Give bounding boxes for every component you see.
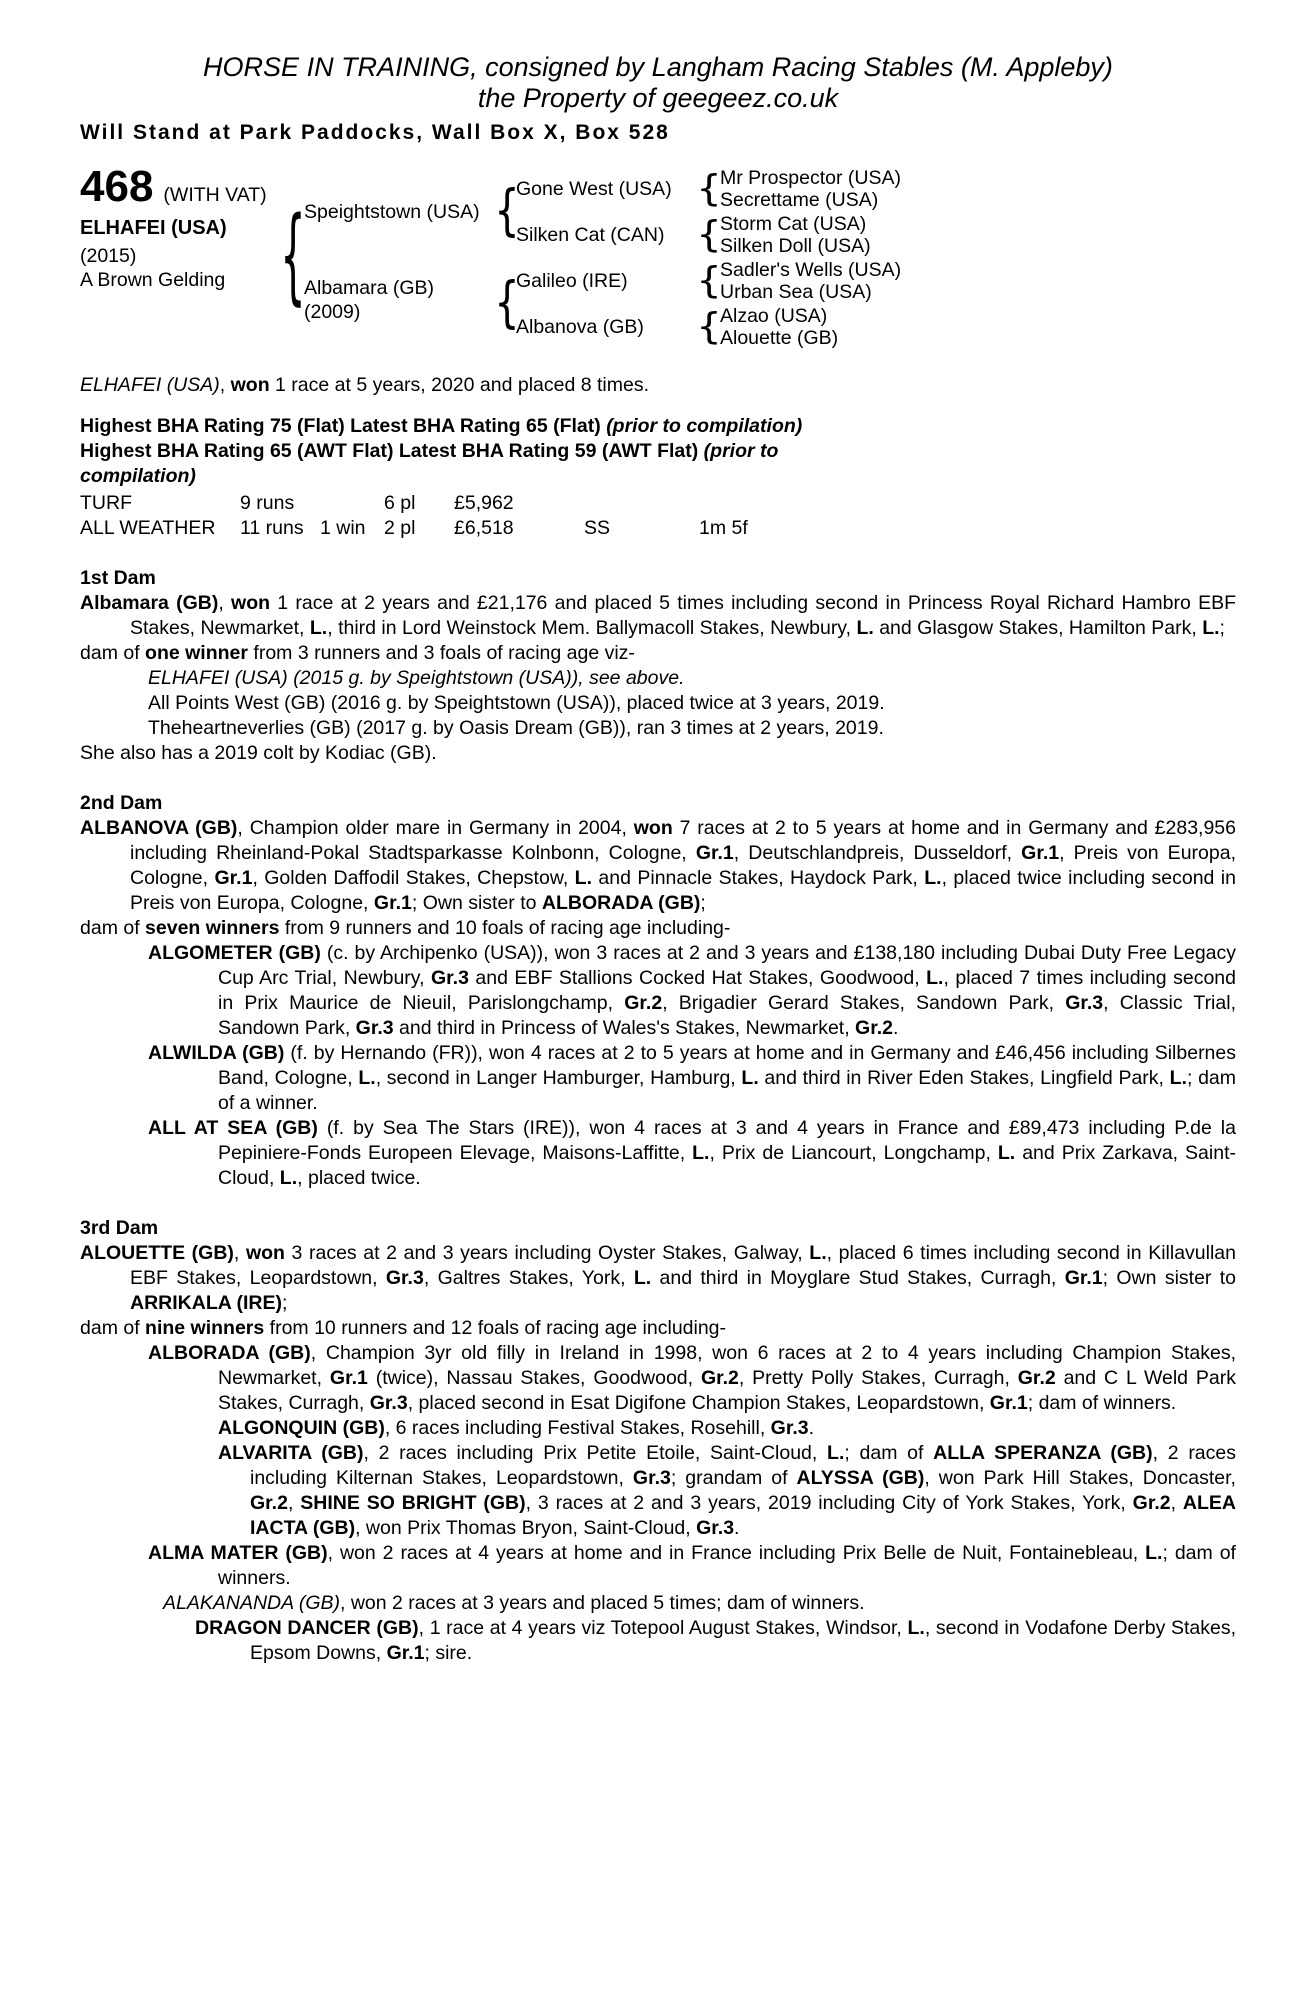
pedigree-brace-main: { xyxy=(280,197,306,317)
dam-dam-name: Albanova (GB) xyxy=(516,316,644,338)
race-record-summary: ELHAFEI (USA), won 1 race at 5 years, 2020 and placed 8 times. xyxy=(80,374,650,396)
ancestor-name: Mr Prospector (USA) xyxy=(720,167,901,189)
record-distance xyxy=(699,491,1236,516)
bha-ratings xyxy=(80,414,1236,489)
vat-note: (WITH VAT) xyxy=(163,184,267,206)
offspring-dragon-dancer: DRAGON DANCER (GB), 1 race at 4 years viz Totepool August Stakes, Windsor, L., second in Vodafone Derby Stakes, Epsom Downs, Gr.1; sire. xyxy=(195,1617,1237,1664)
ancestor-name: Urban Sea (USA) xyxy=(720,281,872,303)
horse-colour-sex: A Brown Gelding xyxy=(80,269,226,291)
bha-rating-awt-cont: compilation) xyxy=(80,465,196,487)
sire-name: Speightstown (USA) xyxy=(304,201,480,223)
offspring-algometer: ALGOMETER (GB) (c. by Archipenko (USA)), won 3 races at 2 and 3 years and £138,180 including Dubai Duty Free Legacy Cup Arc Trial, Newbury, Gr.3 and EBF Stallions Cocked Hat Stakes, Goodwood, L., placed 7 times including second in Prix Maurice de Nieuil, Parislongchamp, Gr.2, Brigadier Gerard Stakes, Sandown Park, Gr.3, Classic Trial, Sandown Park, Gr.3 and third in Princess of Wales's Stakes, Newmarket, Gr.2. xyxy=(148,942,1237,1039)
section-heading-3rd-dam: 3rd Dam xyxy=(80,1217,159,1239)
dam-note: She also has a 2019 colt by Kodiac (GB). xyxy=(80,742,437,764)
offspring-theheartneverlies: Theheartneverlies (GB) (2017 g. by Oasis Dream (GB)), ran 3 times at 2 years, 2019. xyxy=(148,717,884,739)
record-earnings: £6,518 xyxy=(454,517,514,539)
offspring-alakananda: ALAKANANDA (GB), won 2 races at 3 years and placed 5 times; dam of winners. xyxy=(163,1592,865,1614)
second-dam-section xyxy=(80,791,1236,1191)
offspring-all-at-sea: ALL AT SEA (GB) (f. by Sea The Stars (IRE)), won 4 races at 3 and 4 years in France and £89,473 including P.de la Pepiniere-Fonds Europeen Elevage, Maisons-Laffitte, L., Prix de Liancourt, Longchamp, L. and Prix Zarkava, Saint-Cloud, L., placed twice. xyxy=(148,1117,1236,1189)
offspring-alwilda: ALWILDA (GB) (f. by Hernando (FR)), won 4 races at 2 to 5 years at home and in Germany and £46,456 including Silbernes Band, Cologne, L., second in Langer Hamburger, Hamburg, L. and third in River Eden Stakes, Lingfield Park, L.; dam of a winner. xyxy=(148,1042,1237,1114)
bha-rating-flat: Highest BHA Rating 75 (Flat) Latest BHA Rating 65 (Flat) (prior to compilation) xyxy=(80,415,803,437)
section-heading-2nd-dam: 2nd Dam xyxy=(80,792,163,814)
record-wins: 1 win xyxy=(320,517,366,539)
pedigree-brace-dam: { xyxy=(494,271,520,335)
pedigree-tree xyxy=(80,159,1236,361)
pedigree-brace-gg1: { xyxy=(696,167,722,211)
lot-number: 468 xyxy=(80,162,154,211)
section-heading-1st-dam: 1st Dam xyxy=(80,567,156,589)
produce-intro: dam of one winner from 3 runners and 3 foals of racing age viz- xyxy=(80,642,635,664)
record-surface: TURF xyxy=(80,492,132,514)
pedigree-brace-sire: { xyxy=(494,179,520,243)
record-wins xyxy=(320,491,384,516)
ancestor-name: Alouette (GB) xyxy=(720,327,839,349)
ancestor-name: Silken Doll (USA) xyxy=(720,235,871,257)
offspring-alvarita: ALVARITA (GB), 2 races including Prix Petite Etoile, Saint-Cloud, L.; dam of ALLA SPERANZA (GB), 2 races including Kilternan Stakes, Leopardstown, Gr.3; grandam of ALYSSA (GB), won Park Hill Stakes, Doncaster, Gr.2, SHINE SO BRIGHT (GB), 3 races at 2 and 3 years, 2019 including City of York Stakes, York, Gr.2, ALEA IACTA (GB), won Prix Thomas Bryon, Saint-Cloud, Gr.3. xyxy=(218,1442,1237,1539)
record-distance: 1m 5f xyxy=(699,517,748,539)
race-record-table xyxy=(80,491,1236,541)
record-going xyxy=(584,491,699,516)
ancestor-name: Alzao (USA) xyxy=(720,305,828,327)
record-runs: 9 runs xyxy=(240,492,295,514)
ancestor-name: Sadler's Wells (USA) xyxy=(720,259,902,281)
dam-name: Albamara (GB) xyxy=(304,277,435,299)
first-dam-section xyxy=(80,566,1236,766)
dam-entry-albanova: ALBANOVA (GB), Champion older mare in Germany in 2004, won 7 races at 2 to 5 years at home and in Germany and £283,956 including Rheinland-Pokal Stadtsparkasse Kolnbonn, Cologne, Gr.1, Deutschlandpreis, Dusseldorf, Gr.1, Preis von Europa, Cologne, Gr.1, Golden Daffodil Stakes, Chepstow, L. and Pinnacle Stakes, Haydock Park, L., placed twice including second in Preis von Europa, Cologne, Gr.1; Own sister to ALBORADA (GB); xyxy=(80,817,1236,914)
record-places: 6 pl xyxy=(384,492,416,514)
record-going: SS xyxy=(584,517,611,539)
offspring-algonquin: ALGONQUIN (GB), 6 races including Festival Stakes, Rosehill, Gr.3. xyxy=(218,1417,815,1439)
ancestor-name: Secrettame (USA) xyxy=(720,189,879,211)
pedigree-brace-gg4: { xyxy=(696,305,722,349)
horse-foaling-year: (2015) xyxy=(80,245,137,267)
offspring-elhafei: ELHAFEI (USA) (2015 g. by Speightstown (USA)), see above. xyxy=(148,667,685,689)
offspring-all-points-west: All Points West (GB) (2016 g. by Speightstown (USA)), placed twice at 3 years, 2019. xyxy=(148,692,885,714)
dam-entry-alouette: ALOUETTE (GB), won 3 races at 2 and 3 years including Oyster Stakes, Galway, L., placed 6 times including second in Killavullan EBF Stakes, Leopardstown, Gr.3, Galtres Stakes, York, L. and third in Moyglare Stud Stakes, Curragh, Gr.1; Own sister to ARRIKALA (IRE); xyxy=(80,1242,1236,1314)
produce-intro: dam of nine winners from 10 runners and 12 foals of racing age including- xyxy=(80,1317,727,1339)
offspring-alborada: ALBORADA (GB), Champion 3yr old filly in Ireland in 1998, won 6 races at 2 to 4 years including Champion Stakes, Newmarket, Gr.1 (twice), Nassau Stakes, Goodwood, Gr.2, Pretty Polly Stakes, Curragh, Gr.2 and C L Weld Park Stakes, Curragh, Gr.3, placed second in Esat Digifone Champion Stakes, Leopardstown, Gr.1; dam of winners. xyxy=(148,1342,1236,1414)
ancestor-name: Storm Cat (USA) xyxy=(720,213,867,235)
horse-name: ELHAFEI (USA) xyxy=(80,217,227,239)
offspring-alma-mater: ALMA MATER (GB), won 2 races at 4 years at home and in France including Prix Belle de Nuit, Fontainebleau, L.; dam of winners. xyxy=(148,1542,1236,1589)
dam-year: (2009) xyxy=(304,301,361,323)
property-line: the Property of geegeez.co.uk xyxy=(477,83,839,113)
record-surface: ALL WEATHER xyxy=(80,517,216,539)
record-earnings: £5,962 xyxy=(454,492,514,514)
consignor-line: HORSE IN TRAINING, consigned by Langham Racing Stables (M. Appleby) xyxy=(203,52,1113,82)
lot-number-row xyxy=(80,162,267,211)
dam-sire-name: Galileo (IRE) xyxy=(516,270,628,292)
bha-rating-awt: Highest BHA Rating 65 (AWT Flat) Latest BHA Rating 59 (AWT Flat) (prior to xyxy=(80,440,779,462)
produce-intro: dam of seven winners from 9 runners and 10 foals of racing age including- xyxy=(80,917,731,939)
sire-sire-name: Gone West (USA) xyxy=(516,178,672,200)
sire-dam-name: Silken Cat (CAN) xyxy=(516,224,665,246)
record-places: 2 pl xyxy=(384,517,416,539)
third-dam-section xyxy=(80,1216,1236,1666)
dam-entry-albamara: Albamara (GB), won 1 race at 2 years and £21,176 and placed 5 times including second in Princess Royal Richard Hambro EBF Stakes, Newmarket, L., third in Lord Weinstock Mem. Ballymacoll Stakes, Newbury, L. and Glasgow Stakes, Hamilton Park, L.; xyxy=(80,592,1236,639)
stand-location-line: Will Stand at Park Paddocks, Wall Box X, Box 528 xyxy=(80,121,670,144)
record-runs: 11 runs xyxy=(240,517,304,539)
pedigree-brace-gg3: { xyxy=(696,259,722,303)
pedigree-brace-gg2: { xyxy=(696,213,722,257)
